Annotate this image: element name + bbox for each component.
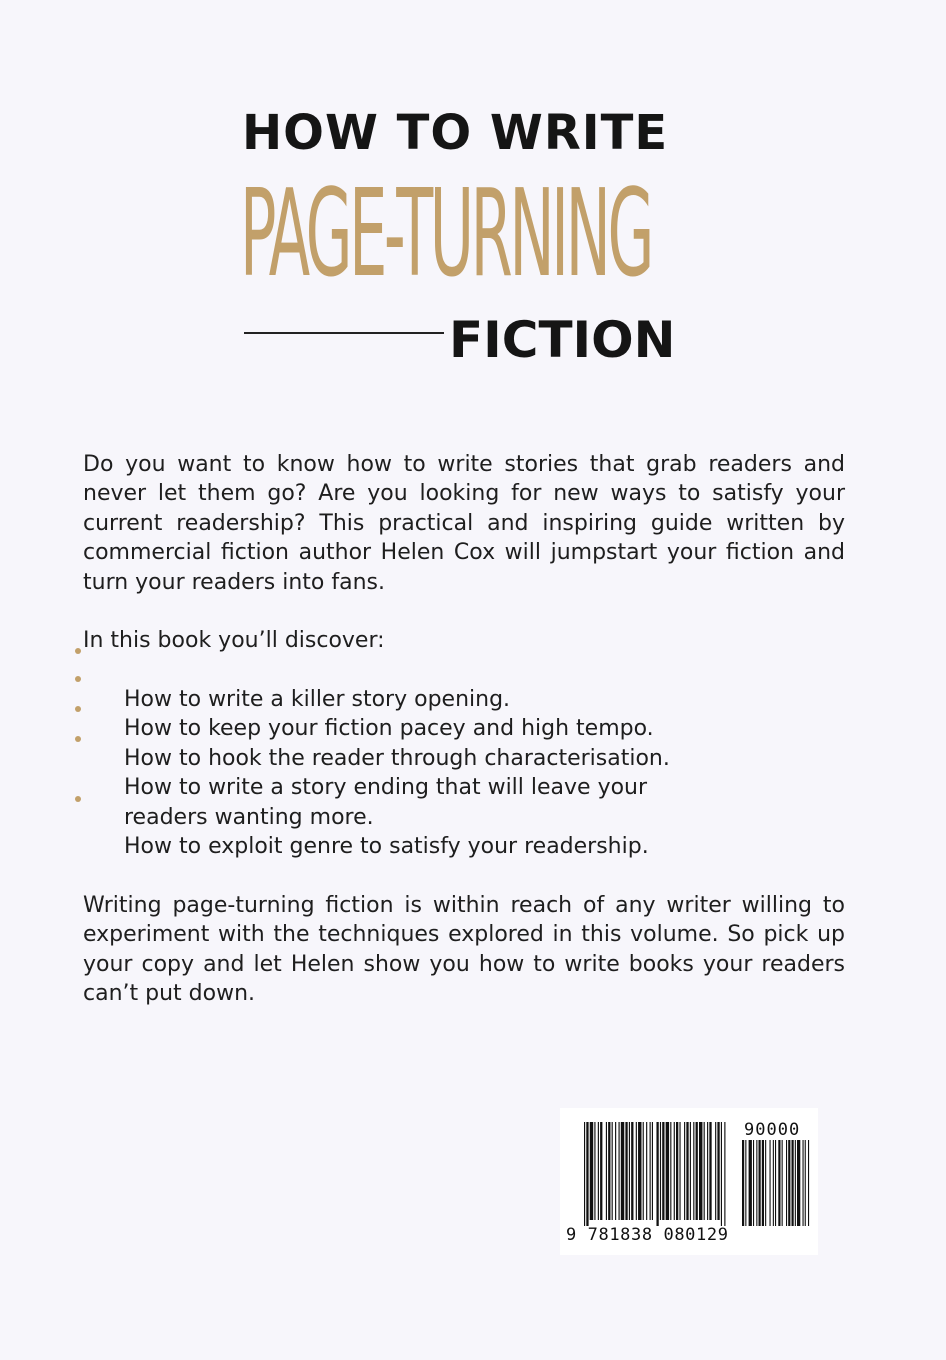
list-item: How to exploit genre to satisfy your readership.	[124, 834, 649, 860]
barcode-isbn-number: 9 781838 080129	[566, 1225, 729, 1245]
title-line-1: HOW TO WRITE	[242, 105, 669, 161]
blurb-discover-lead: In this book you’ll discover:	[83, 628, 385, 653]
bullet-dot	[75, 706, 81, 712]
blurb-closing: Writing page-turning fiction is within reach of any writer willing to experiment with the techniques explored in this volume. So pick up your copy and let Helen show you how to write books your readers can’t put down.	[83, 893, 845, 1007]
list-item: How to write a story ending that will leave your	[124, 775, 648, 801]
book-title	[0, 0, 946, 420]
list-item: How to write a killer story opening.	[124, 687, 511, 712]
list-item: readers wanting more.	[124, 804, 374, 830]
list-item: How to hook the reader through characterisation.	[124, 745, 670, 771]
title-line-2: PAGE-TURNING	[240, 165, 651, 304]
bullet-dot	[75, 676, 81, 682]
bullet-dot	[75, 796, 81, 802]
title-line-3: FICTION	[449, 311, 676, 369]
blurb-intro: Do you want to know how to write stories that grab readers and never let them go? Are you looking for new ways to satisfy your current readership? This practical and inspiring guide written by commercial fiction author Helen Cox will jumpstart your fiction and turn your readers into fans.	[83, 452, 845, 595]
barcode-addon-number: 90000	[744, 1120, 801, 1140]
bullet-dot	[75, 736, 81, 742]
bullet-dot	[75, 648, 81, 654]
discover-list	[124, 685, 824, 861]
list-item: How to keep your fiction pacey and high tempo.	[124, 716, 654, 742]
title-divider	[244, 332, 444, 334]
isbn-barcode	[560, 1108, 818, 1255]
